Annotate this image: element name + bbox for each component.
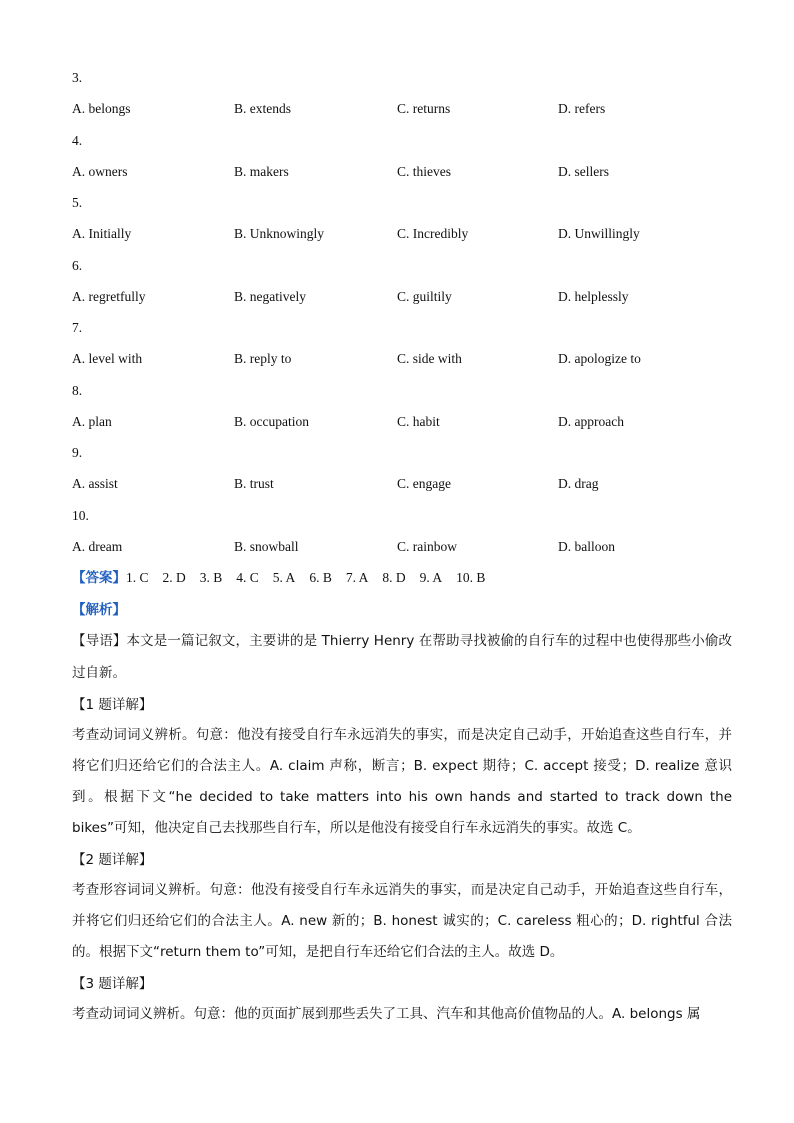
option-d: D. helplessly [558,288,629,304]
option-d: D. approach [558,413,624,429]
question-number: 9. [72,445,83,460]
option-d: D. drag [558,476,599,491]
option-row [72,218,732,250]
answer-item: 3. B [199,570,223,585]
option-row [72,406,732,438]
answer-item: 6. B [309,570,332,585]
question-list [72,62,732,562]
question-number: 6. [72,257,83,273]
option-row [72,156,732,188]
option-d: D. sellers [558,163,609,179]
option-b: B. makers [234,163,289,179]
option-a: A. Initially [72,226,132,241]
option-d: D. balloon [558,538,615,554]
option-b: B. occupation [234,413,309,429]
option-c: C. habit [397,413,440,429]
option-row [72,93,732,125]
option-c: C. returns [397,101,451,116]
answer-item: 9. A [419,570,443,585]
option-b: B. Unknowingly [234,226,325,241]
detail-2-heading [72,844,732,875]
answer-item: 1. C [126,570,149,585]
analysis-label: 【解析】 [72,602,126,618]
answer-label: 【答案】 [72,570,126,586]
answer-item: 8. D [382,570,406,585]
analysis-heading [72,594,732,625]
intro-text: 本文是一篇记叙文，主要讲的是 Thierry Henry 在帮助寻找被偷的自行车的过程中也使得那些小偷改过自新。 [72,633,732,681]
detail-1-heading [72,689,732,720]
option-b: B. trust [234,476,274,491]
detail-2-text: 考查形容词词义辨析。句意：他没有接受自行车永远消失的事实，而是决定自己动手，开始追查这些自行车，并将它们归还给它们的合法主人。A. new 新的；B. honest 诚实的；C. careless 粗心的；D. rightful 合法的。根据下文“return them to”可知，是把自行车还给它们合法的主人。故选 D。 [72,882,732,960]
option-c: C. Incredibly [397,226,469,241]
answer-item: 5. A [272,570,296,585]
option-b: B. extends [234,101,291,116]
option-a: A. belongs [72,101,131,116]
option-a: A. level with [72,351,143,366]
detail-heading-text: 【2 题详解】 [72,852,153,868]
option-c: C. guiltily [397,288,452,304]
question-number: 10. [72,507,89,523]
document-page [72,62,732,1030]
option-d: D. apologize to [558,351,641,366]
option-b: B. snowball [234,538,299,554]
option-d: D. refers [558,101,606,116]
option-c: C. thieves [397,163,451,179]
option-a: A. regretfully [72,288,146,304]
detail-1-text: 考查动词词义辨析。句意：他没有接受自行车永远消失的事实，而是决定自己动手，开始追查这些自行车，并将它们归还给它们的合法主人。A. claim 声称，断言；B. expect 期待；C. accept 接受；D. realize 意识到。根据下文“he decided to take matters into his own hands and started to track down the bikes”可知，他决定自己去找那些自行车，所以是他没有接受自行车永远消失的事实。故选 C。 [72,727,732,836]
option-row [72,281,732,313]
intro-label: 【导语】 [72,633,127,649]
question-number: 4. [72,132,83,148]
detail-heading-text: 【3 题详解】 [72,976,153,992]
option-b: B. reply to [234,351,292,366]
answer-item: 10. B [456,570,486,585]
option-row [72,531,732,563]
answer-items [126,570,499,585]
option-row [72,343,732,375]
option-a: A. assist [72,476,118,491]
option-a: A. plan [72,413,112,429]
intro-paragraph [72,625,732,689]
answer-item: 7. A [345,570,369,585]
detail-3-heading [72,968,732,999]
question-number: 5. [72,195,83,210]
option-row [72,468,732,500]
option-c: C. engage [397,476,451,491]
option-a: A. owners [72,163,128,179]
option-d: D. Unwillingly [558,226,640,241]
detail-heading-text: 【1 题详解】 [72,697,153,713]
detail-3-text: 考查动词词义辨析。句意：他的页面扩展到那些丢失了工具、汽车和其他高价值物品的人。A. belongs 属 [72,1006,701,1022]
question-number: 3. [72,70,83,85]
question-number: 8. [72,382,83,398]
answer-item: 2. D [162,570,186,585]
option-a: A. dream [72,538,123,554]
option-c: C. side with [397,351,462,366]
option-b: B. negatively [234,288,306,304]
answer-line [72,562,732,594]
option-c: C. rainbow [397,538,457,554]
question-number: 7. [72,320,83,335]
answer-item: 4. C [236,570,259,585]
